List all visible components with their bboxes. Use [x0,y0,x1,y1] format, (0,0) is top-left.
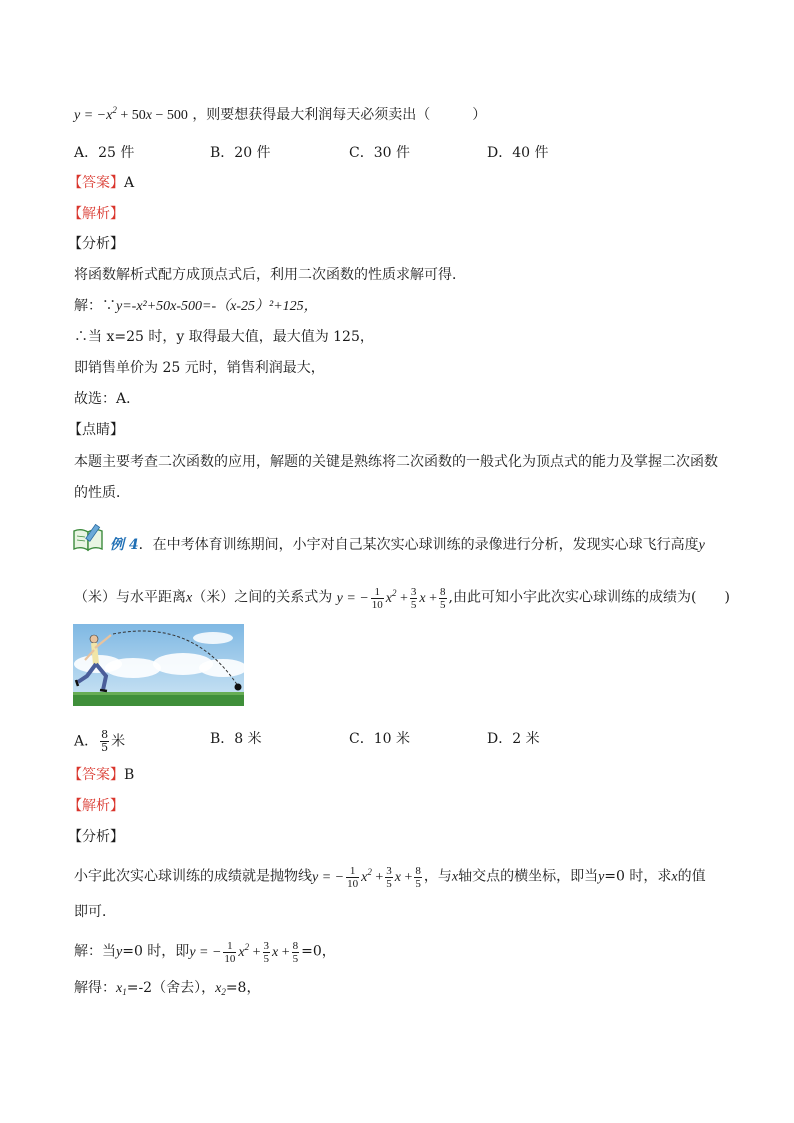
ex4-fenxi-line1 [74,865,706,890]
q3-fenxi-text: 将函数解析式配方成顶点式后，利用二次函数的性质求解可得． [74,267,466,283]
q3-solution-line4: 故选：A． [74,391,141,407]
ex4-option-a [74,729,125,754]
ex4-fenxi-tag: 【分析】 [68,829,124,845]
ex4-var-x2: $x_2$ [215,981,226,997]
ex4-option-a-letter: A． [74,733,99,750]
answer-value: A [124,175,135,191]
ex4-option-a-unit: 米 [111,733,126,750]
answer-tag: 【答案】 [68,175,124,191]
ex4-sol2-mid: =-2（舍去）， [126,980,216,996]
ex4-var-y: y [698,538,705,553]
ex4-solution-line1 [74,940,336,965]
q3-solution-line1 [74,296,318,317]
q3-option-d: D．40 件 [487,145,549,161]
ex4-parabola-expr: y = − $\frac{1}{10}$ $x^2$ + $\frac{3}{5}$ x + $\frac{8}{5}$ [336,586,446,611]
ex4-option-b: B．8 米 [210,731,262,747]
ex4-fenxi-var-x: x [451,869,459,885]
ex4-fenxi-var-y: y [598,869,605,885]
ex4-line1-text: ．在中考体育训练期间，小宇对自己某次实心球训练的录像进行分析，发现实心球飞行高度 [138,537,699,553]
book-pencil-icon [72,523,106,553]
ex4-line2-suffix: ,由此可知小宇此次实心球训练的成绩为( ) [448,589,730,606]
ex4-fenxi-line2: 即可． [74,904,116,920]
q3-option-a: A．25 件 [74,145,135,161]
example-label: 例 4 [110,537,139,553]
ex4-line2-mid: （米）之间的关系式为 [192,589,333,606]
ex4-sol1-var-y: y [116,944,123,960]
q3-option-b: B．20 件 [210,145,271,161]
q3-sol1-expr: y=-x²+50x-500=-（x-25）²+125， [116,299,318,314]
answer-value: B [124,767,135,783]
ex4-option-c: C．10 米 [349,731,410,747]
q3-solution-line2: ∴当 x=25 时，y 取得最大值，最大值为 125， [74,329,374,345]
q3-line1-text: ，则要想获得最大利润每天必须卖出（ ） [192,107,487,123]
q3-sol1-prefix: 解：∵ [74,298,116,314]
q3-function-expr: $y = -x^2 + 50x - 500$ [74,105,188,123]
fraction: $\frac{1}{10}$ [371,586,383,611]
ex4-fenxi-mid: ，与 [423,868,452,885]
ex4-analysis-tag: 【解析】 [68,798,124,814]
q3-analysis-tag: 【解析】 [68,206,124,222]
ex4-line2-prefix: （米）与水平距离 [74,589,186,606]
ex4-sol1-suffix: =0， [301,943,336,960]
ex4-option-d: D．2 米 [487,731,540,747]
q3-fenxi-tag: 【分析】 [68,236,124,252]
shot-put-figure [73,624,244,706]
answer-tag: 【答案】 [68,767,124,783]
ex4-sol2-suffix: =8， [225,980,261,996]
ex4-sol1-mid: =0 时，即 [122,943,190,960]
ex4-line1 [110,535,705,556]
ex4-sol1-expr: y = − $\frac{1}{10}$ $x^2$ + $\frac{3}{5}$ x + $\frac{8}{5}$ [189,940,299,965]
q3-answer [68,173,134,193]
ex4-fenxi-expr: y = − $\frac{1}{10}$ $x^2$ + $\frac{3}{5}$ x + $\frac{8}{5}$ [312,865,421,890]
ex4-fenxi-prefix: 小宇此次实心球训练的成绩就是抛物线 [74,868,312,885]
ex4-fenxi-suffix: 的值 [677,868,706,885]
ex4-sol1-prefix: 解：当 [74,943,116,960]
ex4-fenxi-mid3: =0 时，求 [604,868,672,885]
ex4-answer [68,765,134,785]
ex4-fenxi-mid2: 轴交点的横坐标，即当 [458,868,599,885]
ex4-var-x: x [186,590,193,606]
fraction-8-5: $\frac{8}{5}$ [101,728,109,754]
ex4-line2 [74,586,730,611]
q3-solution-line3: 即销售单价为 25 元时，销售利润最大， [74,360,325,376]
ex4-sol2-prefix: 解得： [74,980,116,996]
q3-option-c: C．30 件 [349,145,410,161]
ex4-solution-line2 [74,978,260,999]
q3-dianjing-tag: 【点睛】 [68,422,124,438]
ex4-var-x1: $x_1$ [116,981,127,997]
q3-dianjing-line1: 本题主要考查二次函数的应用，解题的关键是熟练将二次函数的一般式化为顶点式的能力及掌握二次函数 [74,454,718,470]
ex4-fenxi-var-x2: x [671,869,678,885]
q3-line1 [74,105,486,126]
q3-dianjing-line2: 的性质． [74,485,130,501]
